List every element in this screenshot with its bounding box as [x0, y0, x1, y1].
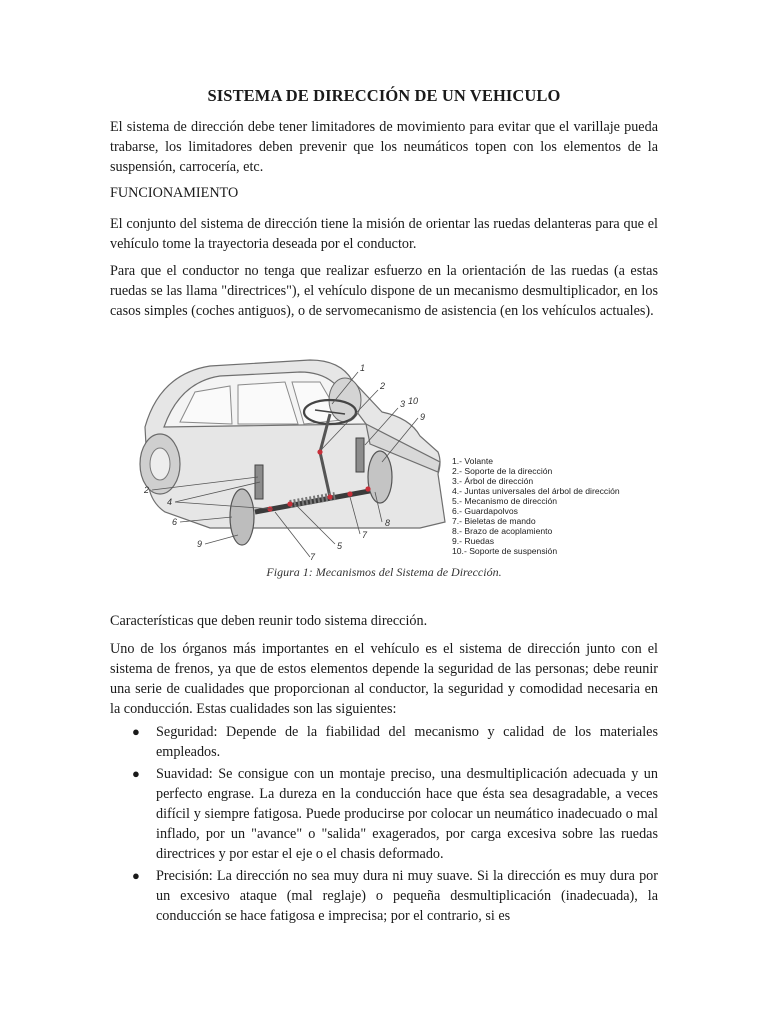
callout-label: 9: [420, 412, 426, 422]
paragraph-esfuerzo: Para que el conductor no tenga que realizar esfuerzo en la orientación de las ruedas (a estas ruedas se las llama "directrices"), el vehículo dispone de un mecanismo desmultiplicador, en los casos simples (coches antiguos), o de servomecanismo de asistencia (en los vehículos actuales).: [110, 263, 658, 319]
legend-item: 10.- Soporte de suspensión: [452, 546, 558, 556]
legend-item: 8.- Brazo de acoplamiento: [452, 526, 553, 536]
list-item: [110, 722, 658, 762]
callout-label: 8: [385, 518, 391, 528]
legend-item: 5.- Mecanismo de dirección: [452, 496, 558, 506]
steering-system-illustration: [120, 352, 650, 562]
paragraph-organos: Uno de los órganos más importantes en el vehículo es el sistema de dirección junto con el sistema de frenos, ya que de estos elementos depende la seguridad de las personas; debe reunir una serie de cualidades que proporcionan al conductor, la seguridad y comodidad necesaria en la conducción. Estas cualidades son las siguientes:: [110, 641, 658, 717]
steering-system-figure: [120, 352, 650, 562]
callout-label: 7: [310, 552, 316, 562]
callout-label: 3: [400, 399, 406, 409]
paragraph-mision: El conjunto del sistema de dirección tiene la misión de orientar las ruedas delanteras para que el vehículo tome la trayectoria deseada por el conductor.: [110, 216, 658, 252]
characteristics-heading: Características que deben reunir todo sistema dirección.: [110, 613, 428, 629]
legend-item: 6.- Guardapolvos: [452, 506, 518, 516]
list-item-text: Seguridad: Depende de la fiabilidad del mecanismo y calidad de los materiales empleados.: [156, 724, 658, 760]
bullet-icon: ●: [132, 868, 140, 883]
callout-label: 6: [172, 517, 178, 527]
legend-item: 7.- Bieletas de mando: [452, 516, 536, 526]
callout-label: 10: [408, 396, 419, 406]
list-item: [110, 866, 658, 926]
figure-caption: Figura 1: Mecanismos del Sistema de Dirección.: [266, 565, 502, 579]
legend-item: 4.- Juntas universales del árbol de dirección: [452, 486, 620, 496]
callout-label: 9: [197, 539, 203, 549]
legend-item: 1.- Volante: [452, 456, 494, 466]
list-item-text: Precisión: La dirección no sea muy dura ni muy suave. Si la dirección es muy dura por un excesivo ataque (mal reglaje) o pequeña desmultiplicación (inadecuada), la conducción se hace fatigosa e imprecisa; por el contrario, si es: [156, 868, 658, 924]
list-item: [110, 764, 658, 864]
legend-item: 2.- Soporte de la dirección: [452, 466, 553, 476]
intro-paragraph: El sistema de dirección debe tener limitadores de movimiento para evitar que el varillaje pueda trabarse, los limitadores deben prevenir que los neumáticos topen con los elementos de la suspensión, carrocería, etc.: [110, 119, 658, 175]
callout-label: 1: [360, 363, 366, 373]
qualities-list: [110, 722, 658, 928]
list-item-text: Suavidad: Se consigue con un montaje preciso, una desmultiplicación adecuada y un perfecto engrase. La dureza en la conducción hace que ésta sea desagradable, a veces difícil y siempre fatigosa. Puede producirse por colocar un neumático inadecuado o mal inflado, por un "avance" o "salida" exagerados, por carga excesiva sobre las ruedas directrices y por estar el eje o el chasis deformado.: [156, 766, 658, 862]
callout-label: 5: [337, 541, 343, 551]
section-heading-funcionamiento: FUNCIONAMIENTO: [110, 185, 239, 201]
callout-label: 4: [167, 497, 173, 507]
callout-label: 7: [362, 530, 368, 540]
legend-item: 9.- Ruedas: [452, 536, 495, 546]
bullet-icon: ●: [132, 766, 140, 781]
document-title: SISTEMA DE DIRECCIÓN DE UN VEHICULO: [207, 86, 561, 105]
bullet-icon: ●: [132, 724, 140, 739]
callout-label: 2: [380, 381, 386, 391]
legend-item: 3.- Árbol de dirección: [452, 476, 534, 486]
figure-legend: [452, 456, 620, 556]
callout-label: 2: [144, 485, 150, 495]
